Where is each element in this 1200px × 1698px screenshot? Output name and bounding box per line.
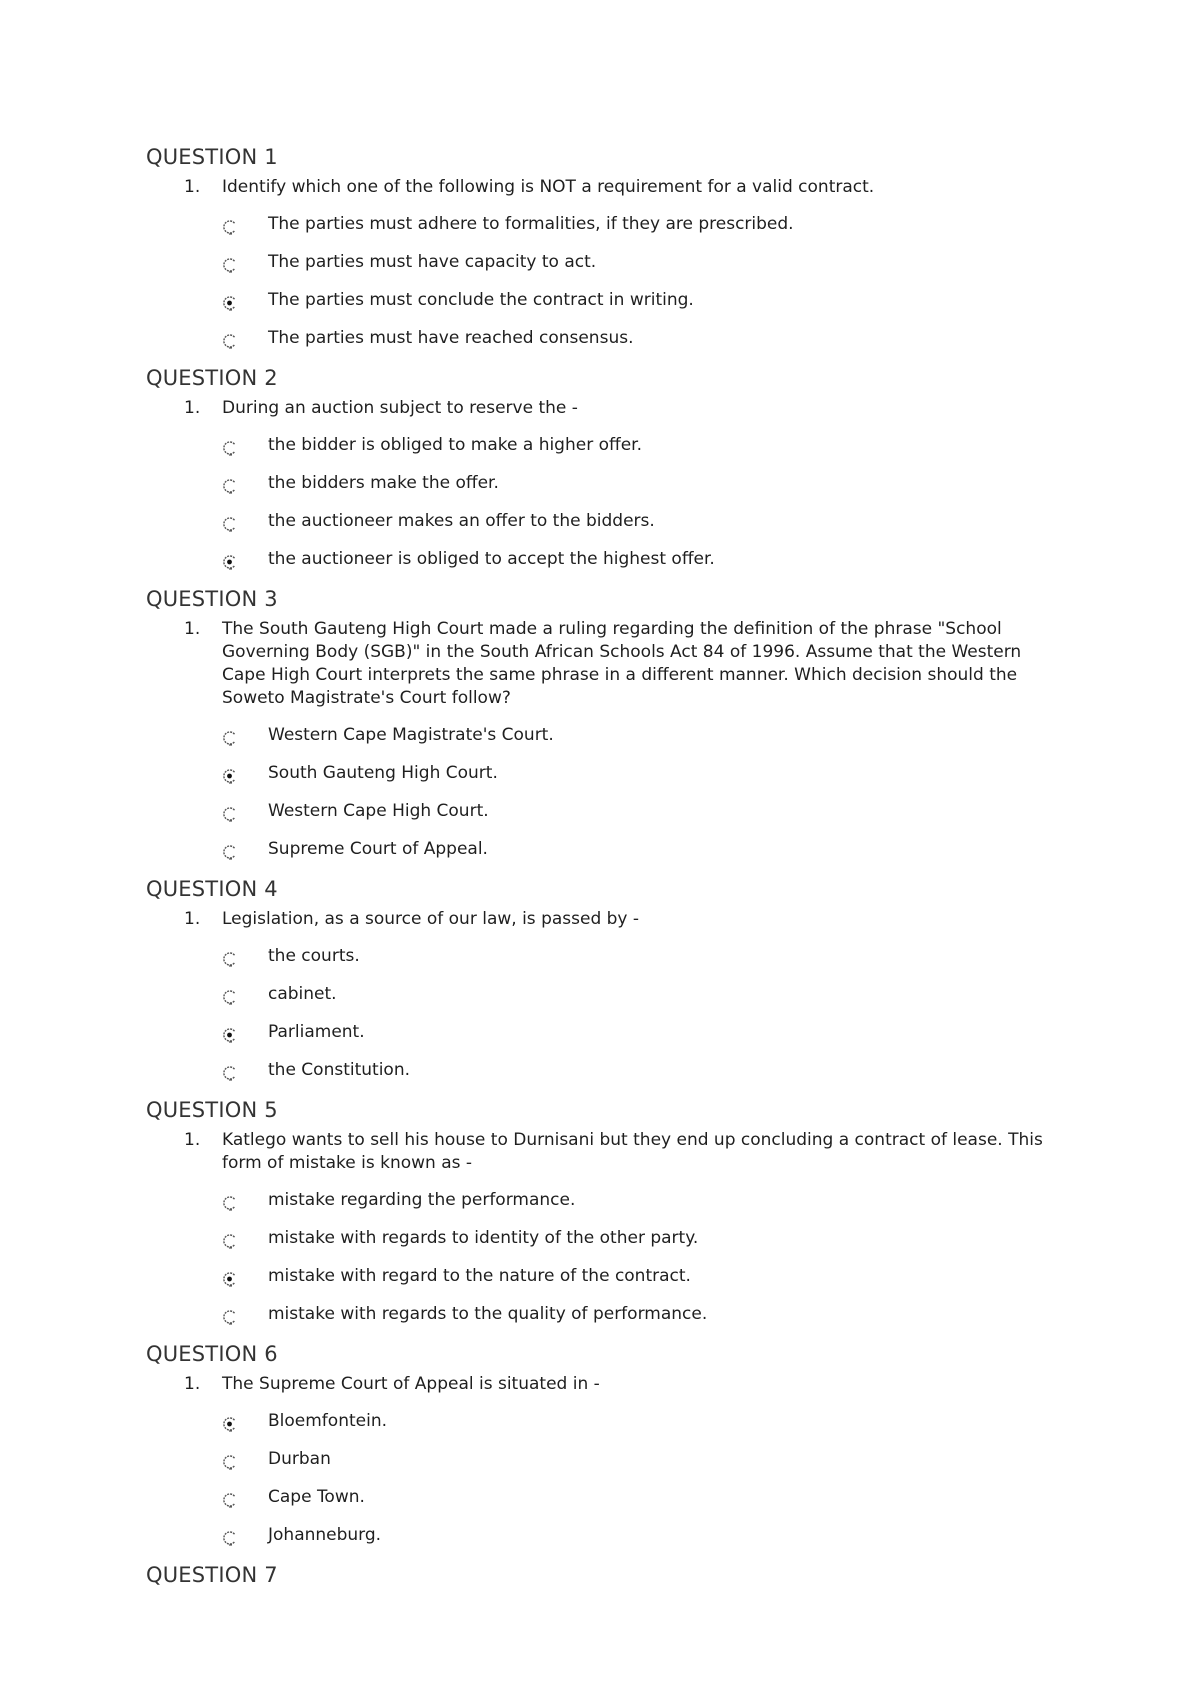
question-heading: QUESTION 4	[146, 877, 278, 901]
answer-option-label: The parties must have capacity to act.	[268, 252, 597, 272]
question-stem	[146, 908, 1070, 931]
radio-unselected-icon[interactable]	[222, 516, 238, 532]
answer-option[interactable]	[146, 1181, 1070, 1219]
answer-option[interactable]	[146, 1478, 1070, 1516]
radio-unselected-icon[interactable]	[222, 806, 238, 822]
question-block	[146, 586, 1070, 868]
question-heading: QUESTION 5	[146, 1098, 278, 1122]
answer-option-label: The parties must adhere to formalities, if they are prescribed.	[268, 214, 794, 234]
answer-option-label: Western Cape High Court.	[268, 801, 489, 821]
radio-selected-icon[interactable]	[222, 1027, 238, 1043]
radio-unselected-icon[interactable]	[222, 951, 238, 967]
question-heading: QUESTION 1	[146, 145, 278, 169]
radio-unselected-icon[interactable]	[222, 844, 238, 860]
question-number: 1.	[184, 398, 201, 418]
answer-option[interactable]	[146, 1402, 1070, 1440]
radio-unselected-icon[interactable]	[222, 219, 238, 235]
question-heading: QUESTION 3	[146, 587, 278, 611]
question-text: During an auction subject to reserve the -	[222, 398, 578, 418]
answer-options	[146, 937, 1070, 1089]
question-text: Legislation, as a source of our law, is passed by -	[222, 909, 640, 929]
answer-option-label: mistake regarding the performance.	[268, 1190, 576, 1210]
question-stem	[146, 1129, 1070, 1175]
answer-option[interactable]	[146, 792, 1070, 830]
question-heading: QUESTION 6	[146, 1342, 278, 1366]
answer-option[interactable]	[146, 281, 1070, 319]
question-heading: QUESTION 7	[146, 1563, 278, 1587]
answer-option[interactable]	[146, 754, 1070, 792]
answer-option[interactable]	[146, 1257, 1070, 1295]
radio-unselected-icon[interactable]	[222, 333, 238, 349]
radio-unselected-icon[interactable]	[222, 440, 238, 456]
answer-option[interactable]	[146, 937, 1070, 975]
radio-unselected-icon[interactable]	[222, 1492, 238, 1508]
question-heading: QUESTION 2	[146, 366, 278, 390]
answer-option[interactable]	[146, 502, 1070, 540]
answer-option[interactable]	[146, 464, 1070, 502]
answer-options	[146, 716, 1070, 868]
answer-option[interactable]	[146, 1440, 1070, 1478]
question-stem	[146, 397, 1070, 420]
answer-option-label: mistake with regards to the quality of performance.	[268, 1304, 708, 1324]
answer-options	[146, 426, 1070, 578]
answer-option[interactable]	[146, 540, 1070, 578]
radio-unselected-icon[interactable]	[222, 989, 238, 1005]
question-stem	[146, 176, 1070, 199]
radio-unselected-icon[interactable]	[222, 1530, 238, 1546]
question-number: 1.	[184, 1130, 201, 1150]
answer-option-label: Supreme Court of Appeal.	[268, 839, 488, 859]
question-stem	[146, 1373, 1070, 1396]
question-block	[146, 365, 1070, 578]
answer-option[interactable]	[146, 716, 1070, 754]
radio-selected-icon[interactable]	[222, 1271, 238, 1287]
answer-option[interactable]	[146, 426, 1070, 464]
answer-option[interactable]	[146, 1516, 1070, 1554]
answer-option[interactable]	[146, 1013, 1070, 1051]
radio-unselected-icon[interactable]	[222, 1195, 238, 1211]
answer-option-label: Durban	[268, 1449, 331, 1469]
answer-option-label: The parties must have reached consensus.	[268, 328, 634, 348]
question-block	[146, 144, 1070, 357]
answer-option-label: Cape Town.	[268, 1487, 365, 1507]
answer-option[interactable]	[146, 319, 1070, 357]
answer-option-label: Western Cape Magistrate's Court.	[268, 725, 554, 745]
answer-option[interactable]	[146, 1295, 1070, 1333]
question-number: 1.	[184, 1374, 201, 1394]
answer-option-label: the bidders make the offer.	[268, 473, 499, 493]
answer-options	[146, 1402, 1070, 1554]
question-number: 1.	[184, 177, 201, 197]
radio-selected-icon[interactable]	[222, 768, 238, 784]
answer-option-label: The parties must conclude the contract in writing.	[268, 290, 694, 310]
radio-unselected-icon[interactable]	[222, 478, 238, 494]
answer-option-label: the courts.	[268, 946, 360, 966]
radio-unselected-icon[interactable]	[222, 1454, 238, 1470]
radio-unselected-icon[interactable]	[222, 1233, 238, 1249]
answer-option-label: mistake with regards to identity of the other party.	[268, 1228, 699, 1248]
question-text: Katlego wants to sell his house to Durnisani but they end up concluding a contract of lease. This form of mistake is known as -	[222, 1130, 1043, 1173]
answer-option-label: Parliament.	[268, 1022, 365, 1042]
question-number: 1.	[184, 619, 201, 639]
question-text: The Supreme Court of Appeal is situated in -	[222, 1374, 600, 1394]
question-block	[146, 1341, 1070, 1554]
radio-unselected-icon[interactable]	[222, 1065, 238, 1081]
question-block	[146, 1097, 1070, 1333]
question-number: 1.	[184, 909, 201, 929]
question-text: Identify which one of the following is NOT a requirement for a valid contract.	[222, 177, 875, 197]
radio-selected-icon[interactable]	[222, 554, 238, 570]
answer-option-label: cabinet.	[268, 984, 337, 1004]
radio-unselected-icon[interactable]	[222, 257, 238, 273]
answer-options	[146, 205, 1070, 357]
answer-option[interactable]	[146, 1051, 1070, 1089]
question-block	[146, 876, 1070, 1089]
answer-option-label: mistake with regard to the nature of the contract.	[268, 1266, 691, 1286]
answer-options	[146, 1181, 1070, 1333]
answer-option-label: the Constitution.	[268, 1060, 411, 1080]
radio-unselected-icon[interactable]	[222, 1309, 238, 1325]
radio-unselected-icon[interactable]	[222, 730, 238, 746]
answer-option[interactable]	[146, 975, 1070, 1013]
answer-option-label: Bloemfontein.	[268, 1411, 387, 1431]
radio-selected-icon[interactable]	[222, 1416, 238, 1432]
answer-option-label: Johanneburg.	[268, 1525, 382, 1545]
answer-option[interactable]	[146, 243, 1070, 281]
question-text: The South Gauteng High Court made a ruling regarding the definition of the phrase "School Governing Body (SGB)" in the South African Schools Act 84 of 1996. Assume that the Western Cape High Court interprets the same phrase in a different manner. Which decision should the Soweto Magistrate's Court follow?	[222, 619, 1022, 708]
answer-option-label: the auctioneer makes an offer to the bidders.	[268, 511, 655, 531]
answer-option[interactable]	[146, 1219, 1070, 1257]
answer-option[interactable]	[146, 830, 1070, 868]
answer-option[interactable]	[146, 205, 1070, 243]
answer-option-label: South Gauteng High Court.	[268, 763, 498, 783]
answer-option-label: the auctioneer is obliged to accept the highest offer.	[268, 549, 715, 569]
question-block	[146, 1562, 1070, 1588]
radio-selected-icon[interactable]	[222, 295, 238, 311]
answer-option-label: the bidder is obliged to make a higher offer.	[268, 435, 643, 455]
question-stem	[146, 618, 1070, 710]
